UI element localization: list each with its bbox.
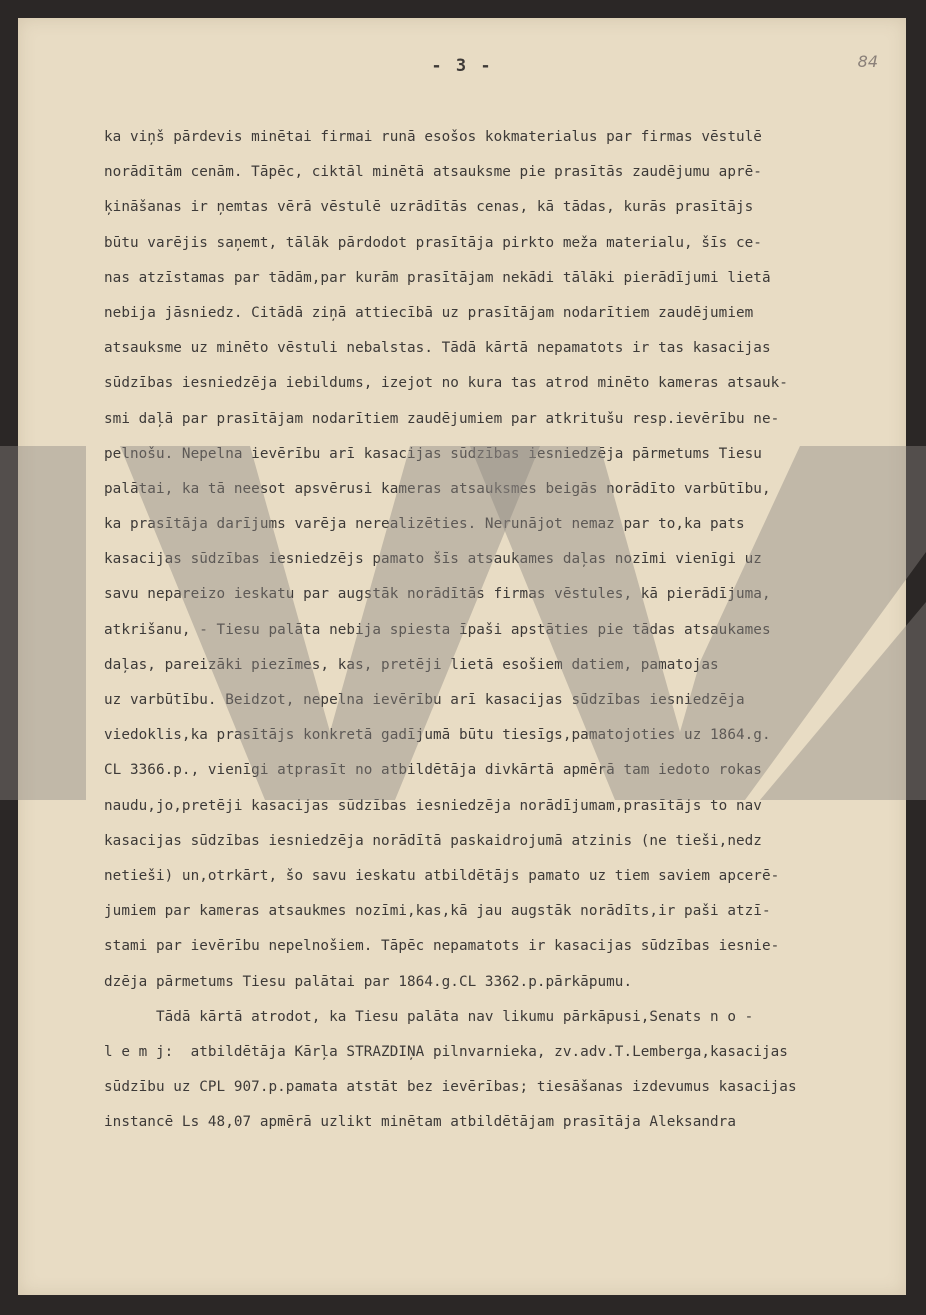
text-line: instancē Ls 48,07 apmērā uzlikt minētam atbildētājam prasītāja Aleksandra (104, 1114, 736, 1131)
text-line: l e m j: atbildētāja Kārļa STRAZDIŅA pilnvarnieka, zv.adv.T.Lemberga,kasacijas (104, 1043, 788, 1060)
text-line: palātai, ka tā neesot apsvērusi kameras atsauksmes beigās norādīto varbūtību, (104, 480, 771, 497)
text-line: sūdzības iesniedzēja iebildums, izejot no kura tas atrod minēto kameras atsauk- (104, 375, 788, 392)
text-line: nebija jāsniedz. Citādā ziņā attiecībā uz prasītājam nodarītiem zaudējumiem (104, 304, 754, 321)
text-line: viedoklis,ka prasītājs konkretā gadījumā būtu tiesīgs,pamatojoties uz 1864.g. (104, 727, 771, 744)
text-line: ka prasītāja darījums varēja nerealizēties. Nerunājot nemaz par to,ka pats (104, 516, 745, 533)
typed-text-body (104, 120, 904, 1140)
text-line: uz varbūtību. Beidzot, nepelna ievērību arī kasacijas sūdzības iesniedzēja (104, 692, 745, 708)
text-line: atkrišanu, - Tiesu palāta nebija spiesta īpaši apstāties pie tādas atsaukames (104, 621, 771, 638)
text-line: būtu varējis saņemt, tālāk pārdodot prasītāja pirkto meža materialu, šīs ce- (104, 234, 762, 251)
text-line: smi daļā par prasītājam nodarītiem zaudējumiem par atkritušu resp.ievērību ne- (104, 410, 780, 427)
text-line: sūdzību uz CPL 907.p.pamata atstāt bez ievērības; tiesāšanas izdevumus kasacijas (104, 1079, 797, 1096)
text-line: savu nepareizo ieskatu par augstāk norādītās firmas vēstules, kā pierādījuma, (104, 586, 771, 603)
text-line: atsauksme uz minēto vēstuli nebalstas. Tādā kārtā nepamatots ir tas kasacijas (104, 340, 771, 357)
text-line: kasacijas sūdzības iesniedzēja norādītā paskaidrojumā atzinis (ne tieši,nedz (104, 832, 762, 849)
text-line: netieši) un,otrkārt, šo savu ieskatu atbildētājs pamato uz tiem saviem apcerē- (104, 867, 780, 884)
text-line: stami par ievērību nepelnošiem. Tāpēc nepamatots ir kasacijas sūdzības iesnie- (104, 938, 780, 955)
text-line: ķināšanas ir ņemtas vērā vēstulē uzrādītās cenas, kā tādas, kurās prasītājs (104, 199, 754, 216)
text-line: jumiem par kameras atsaukmes nozīmi,kas,kā jau augstāk norādīts,ir paši atzī- (104, 903, 771, 920)
text-line: nas atzīstamas par tādām,par kurām prasītājam nekādi tālāki pierādījumi lietā (104, 269, 771, 286)
text-line: CL 3366.p., vienīgi atprasīt no atbildētāja divkārtā apmērā tam iedoto rokas (104, 762, 762, 779)
text-line: kasacijas sūdzības iesniedzējs pamato šīs atsaukames daļas nozīmi vienīgi uz (104, 551, 762, 568)
text-line: dzēja pārmetums Tiesu palātai par 1864.g.CL 3362.p.pārkāpumu. (104, 973, 633, 990)
document-page (18, 18, 906, 1295)
text-line: norādītām cenām. Tāpēc, ciktāl minētā atsauksme pie prasītās zaudējumu aprē- (104, 164, 762, 181)
text-line: pelnošu. Nepelna ievērību arī kasacijas sūdzības iesniedzēja pārmetums Tiesu (104, 445, 762, 462)
page-number: - 3 - (431, 56, 493, 76)
text-line: ka viņš pārdevis minētai firmai runā esošos kokmaterialus par firmas vēstulē (104, 129, 762, 145)
text-line: Tādā kārtā atrodot, ka Tiesu palāta nav likumu pārkāpusi,Senats n o - (104, 1008, 754, 1025)
text-line: naudu,jo,pretēji kasacijas sūdzības iesniedzēja norādījumam,prasītājs to nav (104, 797, 762, 814)
text-line: daļas, pareizāki piezīmes, kas, pretēji lietā esošiem datiem, pamatojas (104, 656, 719, 673)
archive-number: 84 (857, 52, 878, 71)
